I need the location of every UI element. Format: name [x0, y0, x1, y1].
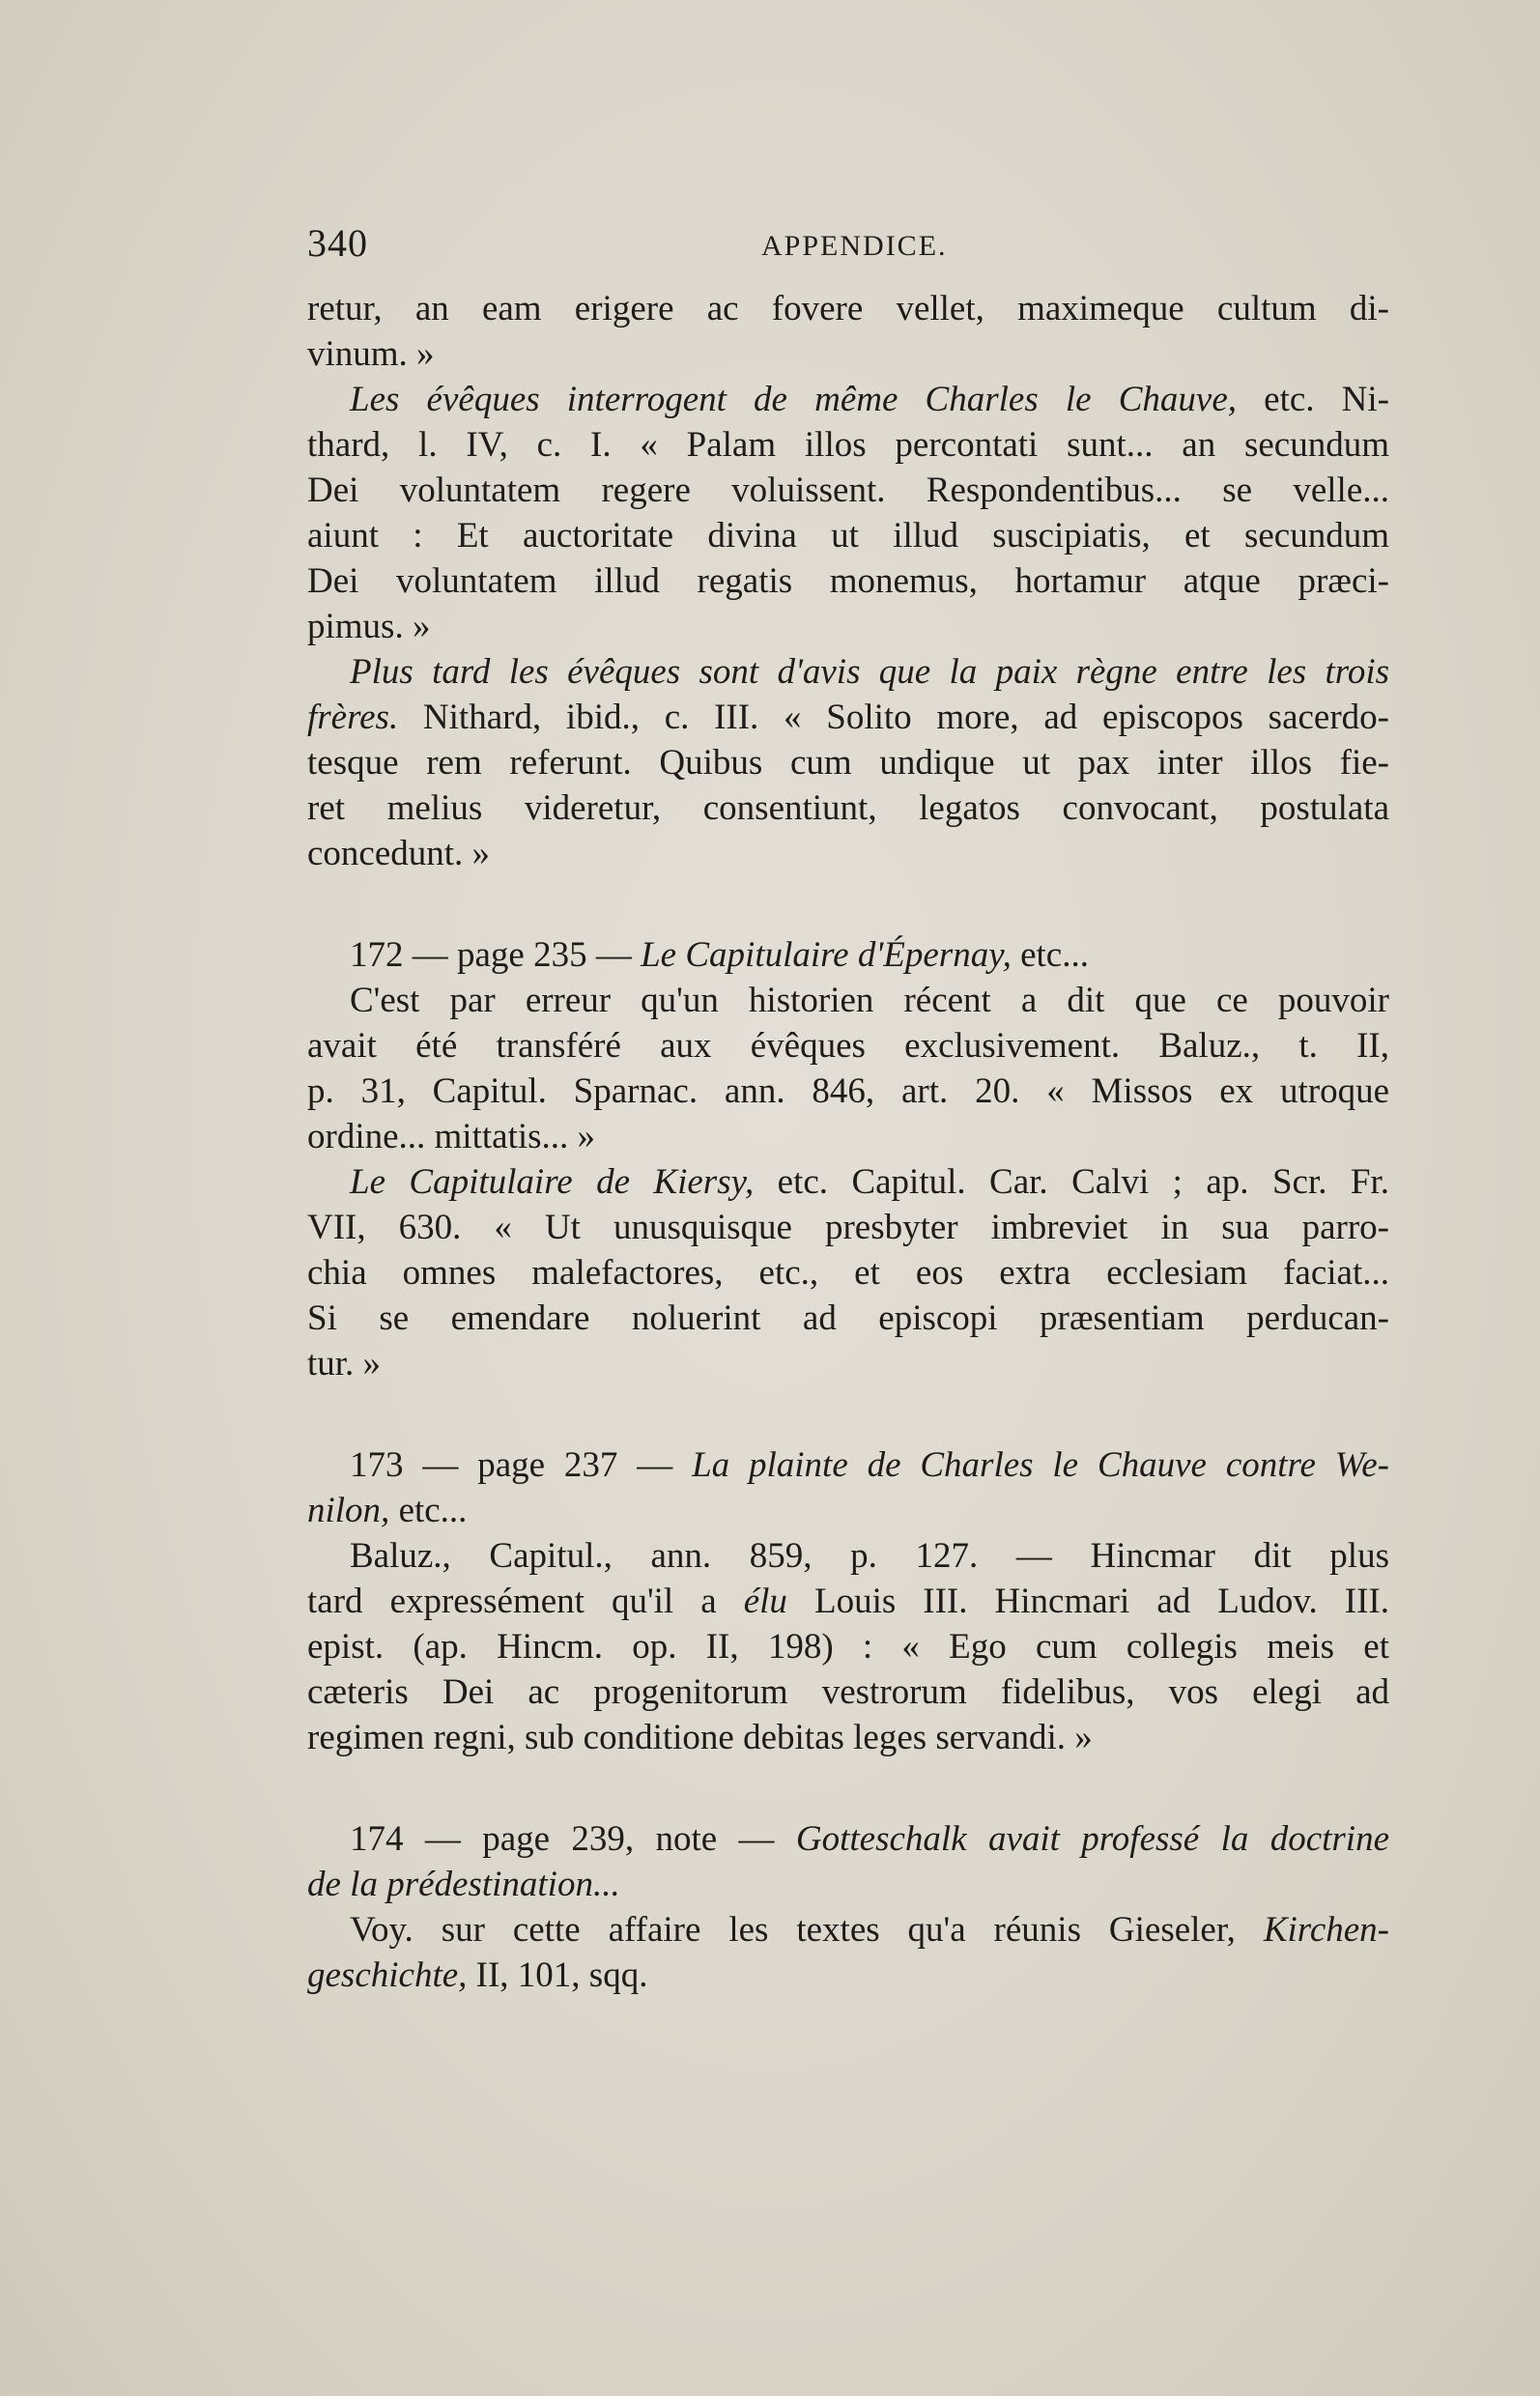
text-line: p. 31, Capitul. Sparnac. ann. 846, art. 20. « Missos ex utroque: [307, 1071, 1389, 1111]
italic-text: Les évêques interrogent de même Charles le Chauve,: [350, 380, 1237, 419]
text-line: [307, 1953, 1389, 1998]
text-line: [307, 1488, 1389, 1533]
text-line: epist. (ap. Hincm. op. II, 198) : « Ego cum collegis meis et: [307, 1627, 1389, 1667]
text-line: VII, 630. « Ut unusquisque presbyter imbreviet in sua parro-: [307, 1208, 1389, 1247]
page-number: 340: [307, 221, 368, 265]
text-line: [307, 1862, 1389, 1907]
note-173: [307, 1442, 1389, 1760]
italic-text: nilon,: [307, 1491, 390, 1530]
text-run: Nithard, ibid., c. III. « Solito more, ad episcopos sacerdo-: [398, 698, 1389, 737]
text-line: concedunt. »: [307, 834, 491, 873]
running-head: APPENDICE.: [761, 230, 948, 262]
text-line: [307, 1907, 1389, 1953]
text-line: vinum. »: [307, 334, 435, 374]
italic-text: Le Capitulaire d'Épernay,: [641, 935, 1012, 975]
text-run: etc. Ni-: [1237, 380, 1389, 419]
text-line: ret melius videretur, consentiunt, legatos convocant, postulata: [307, 788, 1389, 828]
page-header: [307, 220, 1389, 278]
text-run: etc...: [389, 1491, 468, 1530]
italic-text: Plus tard les évêques sont d'avis que la paix règne entre les trois: [350, 652, 1389, 692]
text-line: tur. »: [307, 1344, 382, 1383]
text-run: 172 — page 235 —: [350, 935, 642, 975]
text-run: 173 — page 237 —: [350, 1445, 693, 1485]
text-line: thard, l. IV, c. I. « Palam illos percontati sunt... an secundum: [307, 425, 1389, 465]
text-line: [307, 1579, 1389, 1624]
text-run: 174 — page 239, note —: [350, 1819, 796, 1859]
italic-text: élu: [743, 1582, 787, 1621]
text-run: Louis III. Hincmari ad Ludov. III.: [786, 1582, 1389, 1621]
note-heading: [307, 932, 1389, 978]
text-line: Dei voluntatem regere voluissent. Respondentibus... se velle...: [307, 471, 1389, 510]
text-line: C'est par erreur qu'un historien récent a dit que ce pouvoir: [350, 981, 1389, 1020]
text-run: etc...: [1011, 935, 1089, 975]
text-line: avait été transféré aux évêques exclusivement. Baluz., t. II,: [307, 1026, 1389, 1066]
italic-text: geschichte,: [307, 1955, 468, 1995]
italic-text: de la prédestination...: [307, 1865, 620, 1904]
italic-text: frères.: [307, 698, 399, 737]
italic-text: Gotteschalk avait professé la doctrine: [795, 1819, 1389, 1859]
italic-text: Le Capitulaire de Kiersy,: [350, 1162, 755, 1202]
note-heading: [307, 1442, 1389, 1488]
italic-text: Kirchen-: [1263, 1910, 1389, 1950]
note-172: [307, 932, 1389, 1386]
text-line: Si se emendare noluerint ad episcopi præsentiam perducan-: [307, 1298, 1389, 1338]
text-line: regimen regni, sub conditione debitas leges servandi. »: [307, 1718, 1093, 1757]
text-line: retur, an eam erigere ac fovere vellet, maximeque cultum di-: [307, 289, 1389, 328]
note-heading: [307, 1816, 1389, 1862]
page-body: [307, 286, 1389, 1998]
text-line: chia omnes malefactores, etc., et eos extra ecclesiam faciat...: [307, 1253, 1389, 1293]
text-line: ordine... mittatis... »: [307, 1117, 596, 1156]
text-line: tesque rem referunt. Quibus cum undique ut pax inter illos fie-: [307, 743, 1389, 783]
text-line: Baluz., Capitul., ann. 859, p. 127. — Hincmar dit plus: [350, 1536, 1389, 1576]
note-174: [307, 1816, 1389, 1998]
text-run: etc. Capitul. Car. Calvi ; ap. Scr. Fr.: [754, 1162, 1389, 1202]
text-line: cæteris Dei ac progenitorum vestrorum fidelibus, vos elegi ad: [307, 1672, 1389, 1712]
text-line: [307, 1159, 1389, 1205]
text-line: [307, 377, 1389, 422]
text-run: Voy. sur cette affaire les textes qu'a réunis Gieseler,: [350, 1910, 1264, 1950]
text-line: [307, 695, 1389, 740]
text-run: II, 101, sqq.: [467, 1955, 648, 1995]
text-line: [307, 649, 1389, 695]
text-line: pimus. »: [307, 607, 431, 646]
text-line: Dei voluntatem illud regatis monemus, hortamur atque præci-: [307, 561, 1389, 601]
intro-block: [307, 286, 1389, 876]
text-run: tard expressément qu'il a: [307, 1582, 744, 1621]
italic-text: La plainte de Charles le Chauve contre We-: [692, 1445, 1389, 1485]
text-line: aiunt : Et auctoritate divina ut illud suscipiatis, et secundum: [307, 516, 1389, 556]
